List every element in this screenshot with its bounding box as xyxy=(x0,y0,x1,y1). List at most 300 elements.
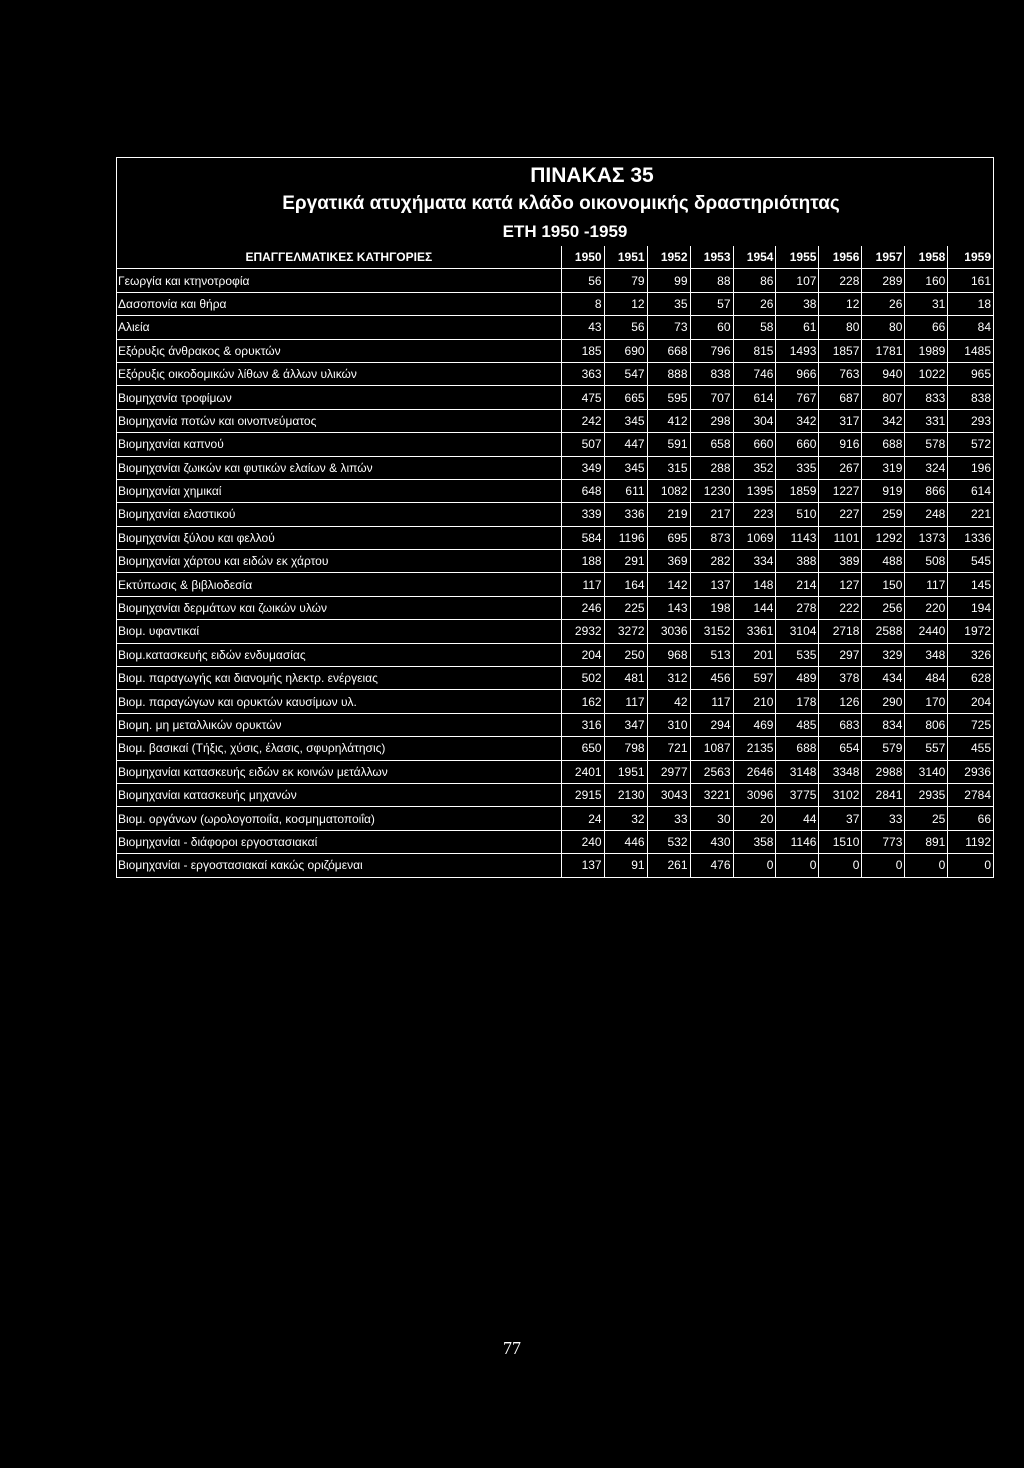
accident-count-cell: 278 xyxy=(776,596,819,619)
accident-count-cell: 0 xyxy=(819,854,862,877)
accident-count-cell: 746 xyxy=(733,362,776,385)
accident-count-cell: 1373 xyxy=(905,526,948,549)
accident-count-cell: 297 xyxy=(819,643,862,666)
table-row xyxy=(117,409,993,432)
accident-count-cell: 18 xyxy=(948,292,993,315)
accident-count-cell: 222 xyxy=(819,596,862,619)
accident-count-cell: 508 xyxy=(905,550,948,573)
accident-count-cell: 3361 xyxy=(733,620,776,643)
accident-count-cell: 2588 xyxy=(862,620,905,643)
table-row xyxy=(117,433,993,456)
table-row xyxy=(117,292,993,315)
accident-count-cell: 79 xyxy=(604,269,647,292)
table-row xyxy=(117,737,993,760)
accident-count-cell: 35 xyxy=(647,292,690,315)
category-label: Εκτύπωσις & βιβλιοδεσία xyxy=(117,573,561,596)
accident-count-cell: 1146 xyxy=(776,830,819,853)
accident-count-cell: 58 xyxy=(733,316,776,339)
accident-count-cell: 2563 xyxy=(690,760,733,783)
accident-count-cell: 796 xyxy=(690,339,733,362)
accident-count-cell: 2936 xyxy=(948,760,993,783)
accident-count-cell: 2718 xyxy=(819,620,862,643)
accident-count-cell: 1230 xyxy=(690,479,733,502)
accident-count-cell: 2440 xyxy=(905,620,948,643)
accident-count-cell: 1069 xyxy=(733,526,776,549)
accident-count-cell: 26 xyxy=(733,292,776,315)
category-label: Βιομηχανίαι δερμάτων και ζωικών υλών xyxy=(117,596,561,619)
accidents-data-table xyxy=(117,246,993,878)
accident-count-cell: 0 xyxy=(862,854,905,877)
accident-count-cell: 148 xyxy=(733,573,776,596)
accident-count-cell: 342 xyxy=(776,409,819,432)
accident-count-cell: 650 xyxy=(561,737,604,760)
accident-count-cell: 1395 xyxy=(733,479,776,502)
accident-count-cell: 30 xyxy=(690,807,733,830)
category-label: Βιομηχανίαι - διάφοροι εργοστασιακαί xyxy=(117,830,561,853)
table-row xyxy=(117,807,993,830)
accident-count-cell: 707 xyxy=(690,386,733,409)
accident-count-cell: 488 xyxy=(862,550,905,573)
accident-count-cell: 188 xyxy=(561,550,604,573)
accident-count-cell: 0 xyxy=(905,854,948,877)
accident-count-cell: 24 xyxy=(561,807,604,830)
accident-count-cell: 334 xyxy=(733,550,776,573)
category-label: Βιομηχανίαι ξύλου και φελλού xyxy=(117,526,561,549)
accident-count-cell: 198 xyxy=(690,596,733,619)
accident-count-cell: 127 xyxy=(819,573,862,596)
accident-count-cell: 815 xyxy=(733,339,776,362)
table-row xyxy=(117,362,993,385)
category-label: Βιομηχανία τροφίμων xyxy=(117,386,561,409)
accident-count-cell: 484 xyxy=(905,667,948,690)
accident-count-cell: 164 xyxy=(604,573,647,596)
accident-count-cell: 250 xyxy=(604,643,647,666)
accident-count-cell: 60 xyxy=(690,316,733,339)
accident-count-cell: 317 xyxy=(819,409,862,432)
year-column-header: 1955 xyxy=(776,246,819,269)
accident-count-cell: 310 xyxy=(647,713,690,736)
accident-count-cell: 3348 xyxy=(819,760,862,783)
accident-count-cell: 8 xyxy=(561,292,604,315)
accident-count-cell: 389 xyxy=(819,550,862,573)
accident-count-cell: 137 xyxy=(561,854,604,877)
category-label: Βιομ.κατασκευής ειδών ενδυμασίας xyxy=(117,643,561,666)
accident-count-cell: 888 xyxy=(647,362,690,385)
accident-count-cell: 126 xyxy=(819,690,862,713)
accident-count-cell: 798 xyxy=(604,737,647,760)
accident-count-cell: 806 xyxy=(905,713,948,736)
accident-count-cell: 219 xyxy=(647,503,690,526)
accident-count-cell: 430 xyxy=(690,830,733,853)
accident-count-cell: 1143 xyxy=(776,526,819,549)
table-row xyxy=(117,830,993,853)
accident-count-cell: 611 xyxy=(604,479,647,502)
accident-count-cell: 0 xyxy=(948,854,993,877)
accident-count-cell: 660 xyxy=(776,433,819,456)
accident-count-cell: 654 xyxy=(819,737,862,760)
accident-count-cell: 481 xyxy=(604,667,647,690)
accident-count-cell: 43 xyxy=(561,316,604,339)
table-row xyxy=(117,596,993,619)
accident-count-cell: 214 xyxy=(776,573,819,596)
accident-count-cell: 240 xyxy=(561,830,604,853)
accident-count-cell: 31 xyxy=(905,292,948,315)
accident-count-cell: 288 xyxy=(690,456,733,479)
accident-count-cell: 26 xyxy=(862,292,905,315)
accident-count-cell: 502 xyxy=(561,667,604,690)
table-row xyxy=(117,316,993,339)
year-column-header: 1958 xyxy=(905,246,948,269)
accident-count-cell: 3096 xyxy=(733,783,776,806)
accident-count-cell: 345 xyxy=(604,409,647,432)
accident-count-cell: 12 xyxy=(819,292,862,315)
accident-count-cell: 2977 xyxy=(647,760,690,783)
accident-count-cell: 342 xyxy=(862,409,905,432)
accident-count-cell: 44 xyxy=(776,807,819,830)
accident-count-cell: 221 xyxy=(948,503,993,526)
accident-count-cell: 3775 xyxy=(776,783,819,806)
accident-count-cell: 335 xyxy=(776,456,819,479)
accident-count-cell: 201 xyxy=(733,643,776,666)
accident-count-cell: 2915 xyxy=(561,783,604,806)
accident-count-cell: 469 xyxy=(733,713,776,736)
accident-count-cell: 220 xyxy=(905,596,948,619)
accident-count-cell: 0 xyxy=(776,854,819,877)
accident-count-cell: 3148 xyxy=(776,760,819,783)
accident-count-cell: 614 xyxy=(733,386,776,409)
accident-count-cell: 228 xyxy=(819,269,862,292)
year-column-header: 1954 xyxy=(733,246,776,269)
accident-count-cell: 225 xyxy=(604,596,647,619)
accident-count-cell: 117 xyxy=(690,690,733,713)
accident-count-cell: 185 xyxy=(561,339,604,362)
table-row xyxy=(117,667,993,690)
table-row xyxy=(117,620,993,643)
category-label: Δασοπονία και θήρα xyxy=(117,292,561,315)
accident-count-cell: 294 xyxy=(690,713,733,736)
accident-count-cell: 668 xyxy=(647,339,690,362)
accident-count-cell: 3102 xyxy=(819,783,862,806)
accident-count-cell: 33 xyxy=(862,807,905,830)
category-label: Βιομηχανίαι - εργοστασιακαί κακώς οριζόμεναι xyxy=(117,854,561,877)
accident-count-cell: 329 xyxy=(862,643,905,666)
accident-count-cell: 412 xyxy=(647,409,690,432)
category-label: Βιομηχανίαι καπνού xyxy=(117,433,561,456)
accident-count-cell: 117 xyxy=(604,690,647,713)
accident-count-cell: 838 xyxy=(948,386,993,409)
accident-count-cell: 56 xyxy=(561,269,604,292)
accident-count-cell: 3043 xyxy=(647,783,690,806)
accident-count-cell: 2841 xyxy=(862,783,905,806)
accident-count-cell: 1336 xyxy=(948,526,993,549)
accident-count-cell: 873 xyxy=(690,526,733,549)
table-body xyxy=(117,269,993,877)
accident-count-cell: 721 xyxy=(647,737,690,760)
accident-count-cell: 1781 xyxy=(862,339,905,362)
accident-count-cell: 369 xyxy=(647,550,690,573)
accident-count-cell: 2646 xyxy=(733,760,776,783)
accident-count-cell: 117 xyxy=(561,573,604,596)
accident-count-cell: 73 xyxy=(647,316,690,339)
accident-count-cell: 223 xyxy=(733,503,776,526)
accident-count-cell: 204 xyxy=(948,690,993,713)
accident-count-cell: 388 xyxy=(776,550,819,573)
accident-count-cell: 940 xyxy=(862,362,905,385)
accident-count-cell: 665 xyxy=(604,386,647,409)
accident-count-cell: 1510 xyxy=(819,830,862,853)
accident-count-cell: 513 xyxy=(690,643,733,666)
table-row xyxy=(117,760,993,783)
accident-count-cell: 485 xyxy=(776,713,819,736)
table-row xyxy=(117,339,993,362)
accident-count-cell: 196 xyxy=(948,456,993,479)
category-label: Βιομηχανίαι χημικαί xyxy=(117,479,561,502)
accident-count-cell: 1101 xyxy=(819,526,862,549)
accident-count-cell: 107 xyxy=(776,269,819,292)
year-column-header: 1959 xyxy=(948,246,993,269)
year-column-header: 1957 xyxy=(862,246,905,269)
accident-count-cell: 210 xyxy=(733,690,776,713)
table-row xyxy=(117,573,993,596)
accident-count-cell: 916 xyxy=(819,433,862,456)
accident-count-cell: 88 xyxy=(690,269,733,292)
accident-count-cell: 80 xyxy=(819,316,862,339)
accident-count-cell: 160 xyxy=(905,269,948,292)
accident-count-cell: 1192 xyxy=(948,830,993,853)
accident-count-cell: 324 xyxy=(905,456,948,479)
accident-count-cell: 833 xyxy=(905,386,948,409)
accident-count-cell: 2988 xyxy=(862,760,905,783)
accident-count-cell: 1227 xyxy=(819,479,862,502)
accident-count-cell: 99 xyxy=(647,269,690,292)
table-row xyxy=(117,550,993,573)
accident-count-cell: 339 xyxy=(561,503,604,526)
accident-count-cell: 1087 xyxy=(690,737,733,760)
table-row xyxy=(117,456,993,479)
table-number-title: ΠΙΝΑΚΑΣ 35 xyxy=(530,164,654,187)
accident-count-cell: 763 xyxy=(819,362,862,385)
accident-count-cell: 584 xyxy=(561,526,604,549)
table-subject-title: Εργατικά ατυχήματα κατά κλάδο οικονομικής δραστηριότητας xyxy=(282,193,840,214)
accident-count-cell: 773 xyxy=(862,830,905,853)
accident-count-cell: 628 xyxy=(948,667,993,690)
accident-count-cell: 572 xyxy=(948,433,993,456)
accident-count-cell: 688 xyxy=(862,433,905,456)
accident-count-cell: 162 xyxy=(561,690,604,713)
year-column-header: 1956 xyxy=(819,246,862,269)
accident-count-cell: 378 xyxy=(819,667,862,690)
accident-count-cell: 834 xyxy=(862,713,905,736)
year-column-header: 1950 xyxy=(561,246,604,269)
accident-count-cell: 545 xyxy=(948,550,993,573)
accident-count-cell: 42 xyxy=(647,690,690,713)
accident-count-cell: 315 xyxy=(647,456,690,479)
accident-count-cell: 352 xyxy=(733,456,776,479)
accident-count-cell: 348 xyxy=(905,643,948,666)
accident-count-cell: 547 xyxy=(604,362,647,385)
accident-count-cell: 345 xyxy=(604,456,647,479)
table-row xyxy=(117,854,993,877)
accident-count-cell: 690 xyxy=(604,339,647,362)
accident-count-cell: 61 xyxy=(776,316,819,339)
accident-count-cell: 326 xyxy=(948,643,993,666)
accident-count-cell: 614 xyxy=(948,479,993,502)
accident-count-cell: 3152 xyxy=(690,620,733,643)
accident-count-cell: 3036 xyxy=(647,620,690,643)
accident-count-cell: 143 xyxy=(647,596,690,619)
accident-count-cell: 80 xyxy=(862,316,905,339)
table-row xyxy=(117,269,993,292)
accident-count-cell: 1951 xyxy=(604,760,647,783)
accident-count-cell: 267 xyxy=(819,456,862,479)
category-label: Βιομηχανίαι ζωικών και φυτικών ελαίων & λιπών xyxy=(117,456,561,479)
accident-count-cell: 660 xyxy=(733,433,776,456)
accident-count-cell: 32 xyxy=(604,807,647,830)
accident-count-cell: 227 xyxy=(819,503,862,526)
accident-count-cell: 144 xyxy=(733,596,776,619)
accident-count-cell: 2401 xyxy=(561,760,604,783)
accident-count-cell: 838 xyxy=(690,362,733,385)
category-label: Εξόρυξις οικοδομικών λίθων & άλλων υλικών xyxy=(117,362,561,385)
accident-count-cell: 246 xyxy=(561,596,604,619)
year-column-header: 1952 xyxy=(647,246,690,269)
accident-count-cell: 919 xyxy=(862,479,905,502)
accident-count-cell: 866 xyxy=(905,479,948,502)
accident-count-cell: 1493 xyxy=(776,339,819,362)
accident-count-cell: 137 xyxy=(690,573,733,596)
accident-count-cell: 578 xyxy=(905,433,948,456)
accident-count-cell: 3221 xyxy=(690,783,733,806)
accident-count-cell: 1989 xyxy=(905,339,948,362)
accident-count-cell: 434 xyxy=(862,667,905,690)
accident-count-cell: 507 xyxy=(561,433,604,456)
accident-count-cell: 12 xyxy=(604,292,647,315)
category-label: Βιομ. οργάνων (ωρολογοποιΐα, κοσμηματοποιΐα) xyxy=(117,807,561,830)
accident-count-cell: 3140 xyxy=(905,760,948,783)
accident-count-cell: 475 xyxy=(561,386,604,409)
accident-count-cell: 282 xyxy=(690,550,733,573)
accident-count-cell: 683 xyxy=(819,713,862,736)
accident-count-cell: 293 xyxy=(948,409,993,432)
category-label: Εξόρυξις άνθρακος & ορυκτών xyxy=(117,339,561,362)
page-number: 77 xyxy=(503,1338,521,1358)
accident-count-cell: 3272 xyxy=(604,620,647,643)
accident-count-cell: 86 xyxy=(733,269,776,292)
accident-count-cell: 194 xyxy=(948,596,993,619)
category-column-header: ΕΠΑΓΓΕΛΜΑΤΙΚΕΣ ΚΑΤΗΓΟΡΙΕΣ xyxy=(117,246,561,269)
accident-count-cell: 347 xyxy=(604,713,647,736)
accident-count-cell: 33 xyxy=(647,807,690,830)
category-label: Γεωργία και κτηνοτροφία xyxy=(117,269,561,292)
category-label: Βιομη. μη μεταλλικών ορυκτών xyxy=(117,713,561,736)
accident-count-cell: 456 xyxy=(690,667,733,690)
accident-count-cell: 535 xyxy=(776,643,819,666)
accident-count-cell: 891 xyxy=(905,830,948,853)
accident-count-cell: 291 xyxy=(604,550,647,573)
accident-count-cell: 178 xyxy=(776,690,819,713)
accident-count-cell: 1022 xyxy=(905,362,948,385)
accident-count-cell: 298 xyxy=(690,409,733,432)
category-label: Βιομηχανίαι χάρτου και ειδών εκ χάρτου xyxy=(117,550,561,573)
accident-count-cell: 66 xyxy=(905,316,948,339)
accident-count-cell: 1485 xyxy=(948,339,993,362)
accident-count-cell: 261 xyxy=(647,854,690,877)
accident-count-cell: 968 xyxy=(647,643,690,666)
accident-count-cell: 1082 xyxy=(647,479,690,502)
accident-count-cell: 725 xyxy=(948,713,993,736)
accident-count-cell: 455 xyxy=(948,737,993,760)
accident-count-cell: 319 xyxy=(862,456,905,479)
accident-count-cell: 316 xyxy=(561,713,604,736)
table-row xyxy=(117,503,993,526)
accidents-table-frame xyxy=(116,157,994,878)
accident-count-cell: 476 xyxy=(690,854,733,877)
accident-count-cell: 336 xyxy=(604,503,647,526)
table-row xyxy=(117,526,993,549)
accident-count-cell: 217 xyxy=(690,503,733,526)
accident-count-cell: 1196 xyxy=(604,526,647,549)
accident-count-cell: 658 xyxy=(690,433,733,456)
table-row xyxy=(117,713,993,736)
accident-count-cell: 204 xyxy=(561,643,604,666)
accident-count-cell: 91 xyxy=(604,854,647,877)
accident-count-cell: 648 xyxy=(561,479,604,502)
accident-count-cell: 447 xyxy=(604,433,647,456)
accident-count-cell: 591 xyxy=(647,433,690,456)
accident-count-cell: 150 xyxy=(862,573,905,596)
accident-count-cell: 3104 xyxy=(776,620,819,643)
accident-count-cell: 2784 xyxy=(948,783,993,806)
table-row xyxy=(117,386,993,409)
accident-count-cell: 1857 xyxy=(819,339,862,362)
category-label: Βιομηχανίαι κατασκευής ειδών εκ κοινών μετάλλων xyxy=(117,760,561,783)
accident-count-cell: 966 xyxy=(776,362,819,385)
table-years-title: ΕΤΗ 1950 -1959 xyxy=(502,222,628,241)
accident-count-cell: 2135 xyxy=(733,737,776,760)
category-label: Βιομηχανίαι ελαστικού xyxy=(117,503,561,526)
accident-count-cell: 142 xyxy=(647,573,690,596)
accident-count-cell: 687 xyxy=(819,386,862,409)
accident-count-cell: 446 xyxy=(604,830,647,853)
accident-count-cell: 57 xyxy=(690,292,733,315)
accident-count-cell: 767 xyxy=(776,386,819,409)
category-label: Βιομ. παραγωγής και διανομής ηλεκτρ. ενέργειας xyxy=(117,667,561,690)
accident-count-cell: 66 xyxy=(948,807,993,830)
accident-count-cell: 965 xyxy=(948,362,993,385)
accident-count-cell: 256 xyxy=(862,596,905,619)
accident-count-cell: 510 xyxy=(776,503,819,526)
accident-count-cell: 25 xyxy=(905,807,948,830)
accident-count-cell: 688 xyxy=(776,737,819,760)
accident-count-cell: 312 xyxy=(647,667,690,690)
table-row xyxy=(117,690,993,713)
accident-count-cell: 161 xyxy=(948,269,993,292)
accident-count-cell: 117 xyxy=(905,573,948,596)
accident-count-cell: 56 xyxy=(604,316,647,339)
year-column-header: 1953 xyxy=(690,246,733,269)
category-label: Βιομηχανία ποτών και οινοπνεύματος xyxy=(117,409,561,432)
table-header-row xyxy=(117,246,993,269)
category-label: Βιομ. παραγώγων και ορυκτών καυσίμων υλ. xyxy=(117,690,561,713)
accident-count-cell: 259 xyxy=(862,503,905,526)
accident-count-cell: 2130 xyxy=(604,783,647,806)
accident-count-cell: 597 xyxy=(733,667,776,690)
accident-count-cell: 695 xyxy=(647,526,690,549)
accident-count-cell: 489 xyxy=(776,667,819,690)
accident-count-cell: 595 xyxy=(647,386,690,409)
accident-count-cell: 579 xyxy=(862,737,905,760)
accident-count-cell: 0 xyxy=(733,854,776,877)
